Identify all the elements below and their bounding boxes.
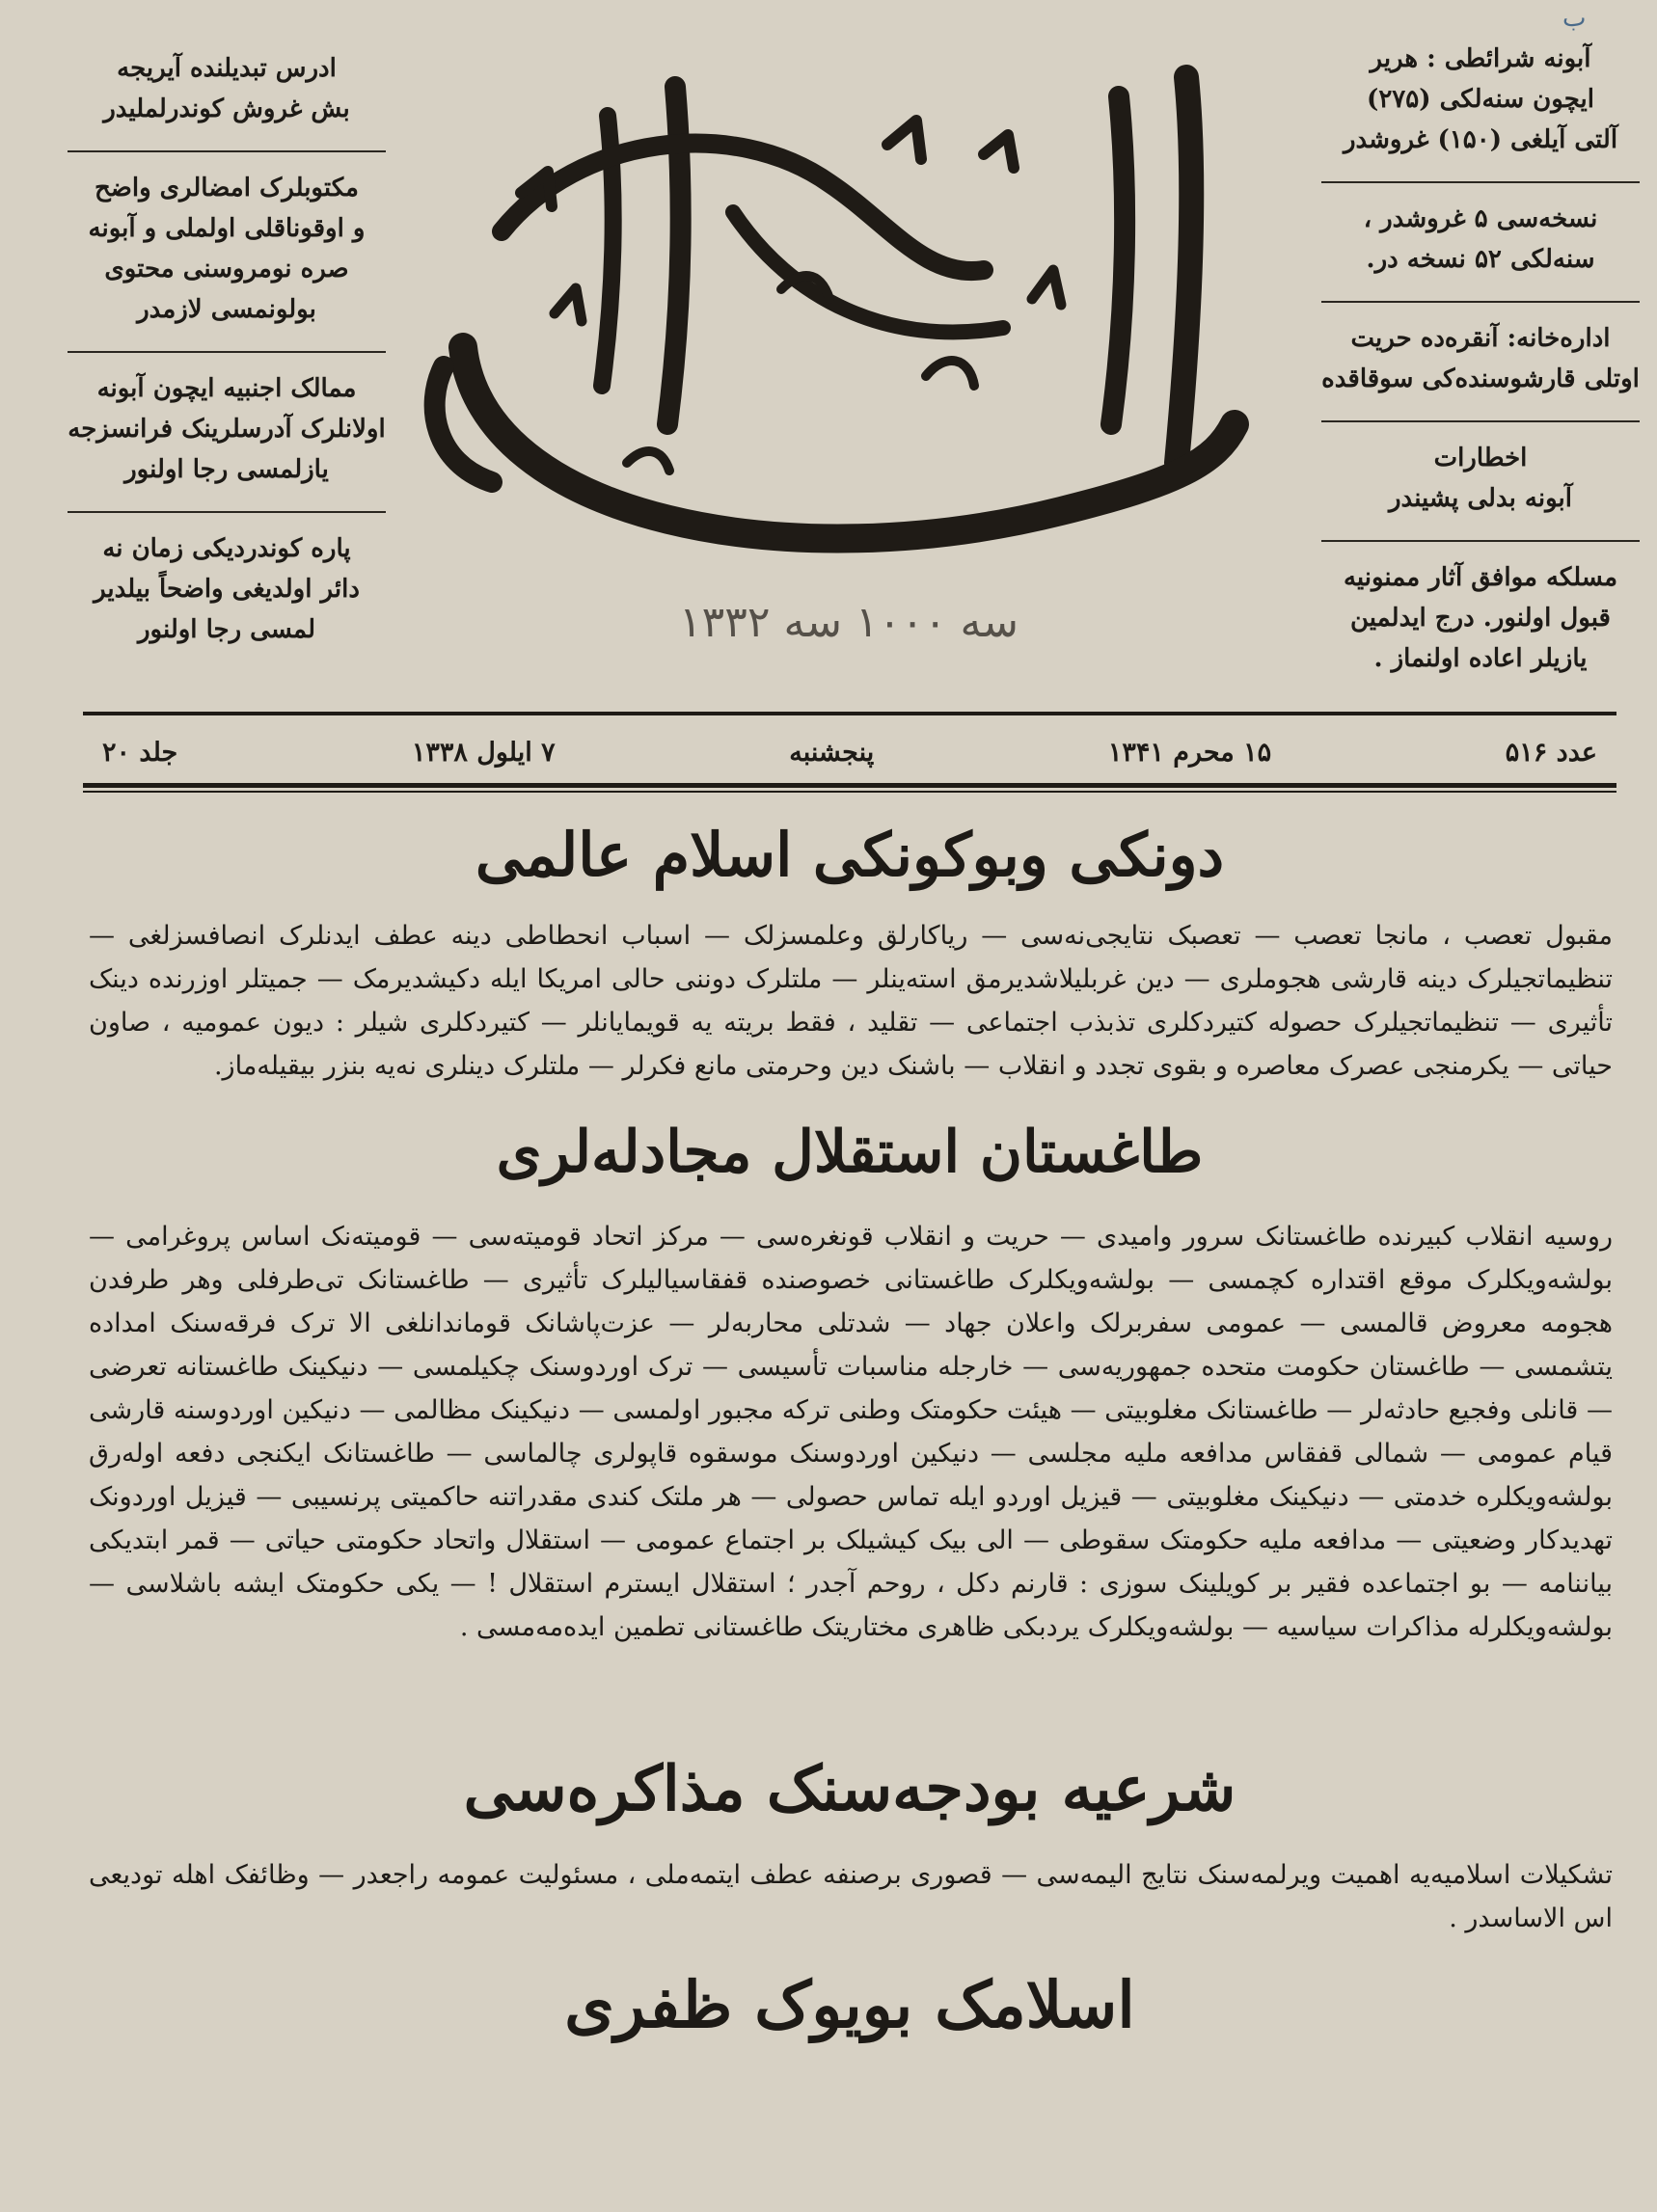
info-line: اخطارات [1433, 444, 1528, 472]
calligraphy-logo [386, 58, 1312, 675]
left-info-column [68, 48, 386, 671]
info-line: قبول اولنور. درج ایدلمین [1350, 604, 1611, 633]
info-line: و اوقوناقلی اولملی و آبونه [88, 214, 366, 243]
article-headline: شرعیه بودجه‌سنک مذاکره‌سی [463, 1753, 1236, 1825]
info-line: اداره‌خانه: آنقره‌ده حریت [1350, 324, 1611, 353]
dateline [83, 725, 1616, 779]
rumi-date: ۷ ایلول ۱۳۳۸ [411, 737, 556, 768]
office-address [1321, 301, 1640, 399]
info-line: نسخه‌سی ۵ غروشدر ، [1363, 204, 1598, 233]
info-line: بولونمسی لازمدر [137, 295, 316, 324]
payment-notice [68, 511, 386, 650]
info-line: یازلمسی رجا اولنور [124, 455, 329, 484]
hijri-date: ۱۵ محرم ۱۳۴۱ [1107, 737, 1272, 768]
info-line: مسلکه موافق آثار ممنونیه [1343, 563, 1618, 592]
info-line: بش غروش کوندرلملیدر [103, 94, 350, 123]
info-line: آلتی آیلغی (۱۵۰) غروشدر [1343, 125, 1618, 154]
right-info-column [1321, 39, 1640, 700]
article-headline: دونکی وبوکونکی اسلام عالمی [475, 820, 1225, 890]
info-line: سنه‌لکی ۵۲ نسخه در. [1366, 245, 1595, 274]
dateline-bottom-rule-thin [83, 791, 1616, 793]
notices [1321, 420, 1640, 519]
submissions-notice [1321, 540, 1640, 679]
dateline-top-rule [83, 712, 1616, 715]
address-change-notice [68, 48, 386, 129]
masthead-logo [386, 58, 1312, 675]
info-line: اوتلی قارشوسنده‌کی سوقاقده [1321, 364, 1640, 393]
article-summary [89, 914, 1613, 1088]
masthead-title: الرشاد [847, 366, 851, 367]
info-line: مکتوبلرک امضالری واضح [94, 174, 359, 202]
foreign-subscribers-notice [68, 351, 386, 490]
copy-price [1321, 181, 1640, 280]
info-line: دائر اولدیغی واضحاً بیلدیر [94, 575, 360, 604]
article-headline: اسلامک بویوک ظفری [564, 1967, 1135, 2042]
summary-text: مقبول تعصب ، مانجا تعصب — تعصبک نتایجی‌نه‌سی — ریاکارلق وعلمسزلک — اسباب انحطاطی دینه عطف ایدنلرک انصافسزلغی — تنظیماتجیلرک دینه قارشی هجوملری — دین غربلیلاشدیرمق استه‌ینلر — ملتلرک دوننی حالی امریکا ایله دکیشدیرمک — جمیتلر اوزرنده دینک تأثیری — تنظیماتجیلرک حصوله کتیردکلری تذبذب اجتماعی — تقلید ، فقط بریته یه قویمایانلر — کتیردکلری شیلر : دیون عمومیه ، صاون حیاتی — یکرمنجی عصرک معاصره و بقوی تجدد و انقلاب — باشنک دین وحرمتی مانع فکرلر — ملتلرک دینلری نه‌یه بنزر بیقیله‌ماز. [89, 921, 1613, 1081]
info-line: صره نومروسنی محتوی [104, 255, 349, 283]
info-line: ایچون سنه‌لکی (۲۷۵) [1367, 85, 1594, 114]
masthead-ornament-text: سه ۱۰۰۰ سه ۱۳۳۲ [679, 598, 1019, 647]
info-line: ممالک اجنبیه ایچون آبونه [96, 374, 357, 403]
info-line: لمسی رجا اولنور [137, 615, 315, 644]
article-headline: طاغستان استقلال مجادله‌لری [496, 1119, 1204, 1186]
info-line: ادرس تبدیلنده آیریجه [117, 54, 337, 83]
summary-text: روسیه انقلاب کبیرنده طاغستانک سرور وامیدی — حریت و انقلاب قونغره‌سی — مرکز اتحاد قومیته‌سی — قومیته‌نک اساس پروغرامی — بولشه‌ویکلرک موقع اقتداره کچمسی — بولشه‌ویکلرک طاغستانی خصوصنده قفقاسیالیلرک تأثیری — طاغستانک تی‌طرفلی وهر طرفدن هجومه معروض قالمسی — عمومی سفربرلک واعلان جهاد — شدتلی محاربه‌لر — عزت‌پاشانک قوماندانلغی الا ترک فرقه‌سنک امداده یتشمسی — طاغستان حکومت متحده جمهوریه‌سی — خارجله مناسبات تأسیسی — ترک اوردوسنک چکیلمسی — دنیکینک طاغستانه تعرضی — قانلی وفجیع حادثه‌لر — طاغستانک مغلوبیتی — هیئت حکومتک وطنی ترکه مجبور اولمسی — دنیکینک مظالمی — دنیکین اوردوسنه قارشی قیام عمومی — شمالی قفقاس مدافعه ملیه مجلسی — دنیکین اوردوسنک موسقوه قاپولری چالماسی — طاغستانک ایکنجی دفعه اوله‌رق بولشه‌ویکلره خدمتی — دنیکینک مغلوبیتی — قیزیل اوردو ایله تماس حصولی — هر ملتک کندی مقدراتنه حاکمیتی پرنسیبی — قیزیل اوردونک تهدیدکار وضعیتی — مدافعه ملیه حکومتک سقوطی — الی بیک کیشیلک بر اجتماع عمومی — استقلال واتحاد حکومتی حیاتی — قمر ابتدیکی بیاننامه — بو اجتماعده فقیر بر کویلینک سوزی : قارنم دکل ، روحم آجدر ؛ استقلال ایسترم استقلال ! — یکی حکومتک ایشه باشلاسی — بولشه‌ویکلرله مذاکرات سیاسیه — بولشه‌ویکلرک یردبکی ظاهری مختاریتک طاغستانی تطمین ایده‌مه‌مسی . [89, 1222, 1614, 1642]
corner-mark: ب [1562, 4, 1587, 33]
subscription-terms [1321, 39, 1640, 160]
letters-notice [68, 150, 386, 330]
info-line: پاره کوندردیکی زمان نه [102, 534, 351, 563]
article-summary [89, 1215, 1613, 1649]
article-summary [89, 1853, 1613, 1940]
dateline-bottom-rule [83, 783, 1616, 788]
issue-number: عدد ۵۱۶ [1505, 737, 1597, 768]
info-line: یازیلر اعاده اولنماز . [1373, 644, 1588, 673]
volume-number: جلد ۲۰ [102, 737, 178, 768]
summary-text: تشکیلات اسلامیه‌یه اهمیت ویرلمه‌سنک نتایج الیمه‌سی — قصوری برصنفه عطف ایتمه‌ملی ، مسئولیت عمومه راجعدر — وظائفک اهله تودیعی اس الاساسدر . [89, 1860, 1613, 1933]
weekday: پنجشنبه [789, 737, 875, 768]
info-line: اولانلرک آدرسلرینک فرانسزجه [68, 415, 386, 444]
info-line: آبونه بدلی پشیندر [1389, 484, 1572, 513]
info-line: آبونه شرائطی : هریر [1370, 44, 1591, 73]
